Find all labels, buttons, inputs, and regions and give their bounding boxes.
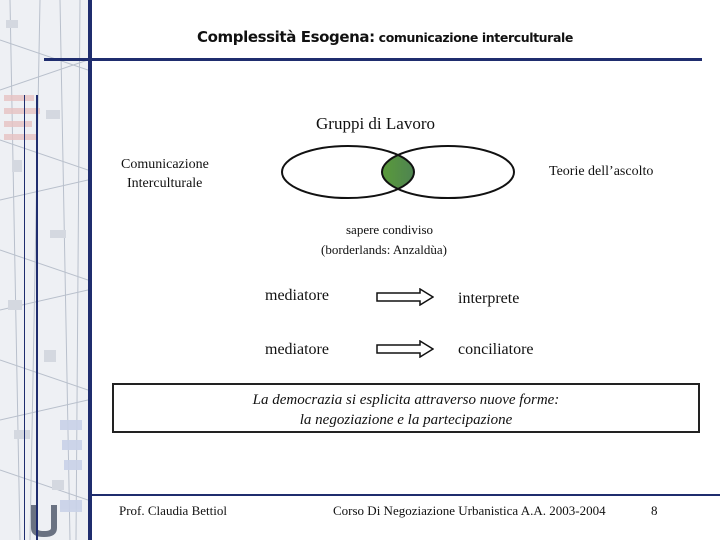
venn-top-label: Gruppi di Lavoro <box>316 114 435 133</box>
arrow-right-icon <box>376 340 434 358</box>
callout-line1: La democrazia si esplicita attraverso nuove forme: <box>252 392 560 408</box>
map-graphic <box>0 0 88 540</box>
title-underline <box>44 58 702 61</box>
decor-vertical-line <box>36 95 38 540</box>
title-main: Complessità Esogena: <box>197 28 375 46</box>
decor-vertical-bar <box>88 0 92 540</box>
slide-title <box>90 28 680 46</box>
venn-diagram <box>278 144 518 200</box>
footer-rule <box>92 494 720 496</box>
venn-right-label: Teorie dell’ascolto <box>549 164 654 179</box>
footer-course: Corso Di Negoziazione Urbanistica A.A. 2003-2004 <box>333 503 606 518</box>
transformation-from-2: mediatore <box>265 341 329 358</box>
map-background-strip <box>0 0 88 540</box>
footer-page-number: 8 <box>651 503 658 518</box>
venn-left-label-line2: Interculturale <box>127 176 203 191</box>
venn-left-label-line1: Comunicazione <box>121 157 209 172</box>
callout-line2: la negoziazione e la partecipazione <box>299 412 513 428</box>
footer-author: Prof. Claudia Bettiol <box>119 503 227 518</box>
decor-vertical-line-thin <box>24 95 25 540</box>
venn-center-label-line2: (borderlands: Anzaldùa) <box>321 242 447 257</box>
transformation-to-1: interprete <box>458 290 520 307</box>
callout-box <box>112 383 700 433</box>
arrow-right-icon <box>376 288 434 306</box>
transformation-from-1: mediatore <box>265 287 329 304</box>
title-sub: comunicazione interculturale <box>374 30 573 45</box>
venn-center-label-line1: sapere condiviso <box>346 222 434 237</box>
transformation-to-2: conciliatore <box>458 341 534 358</box>
